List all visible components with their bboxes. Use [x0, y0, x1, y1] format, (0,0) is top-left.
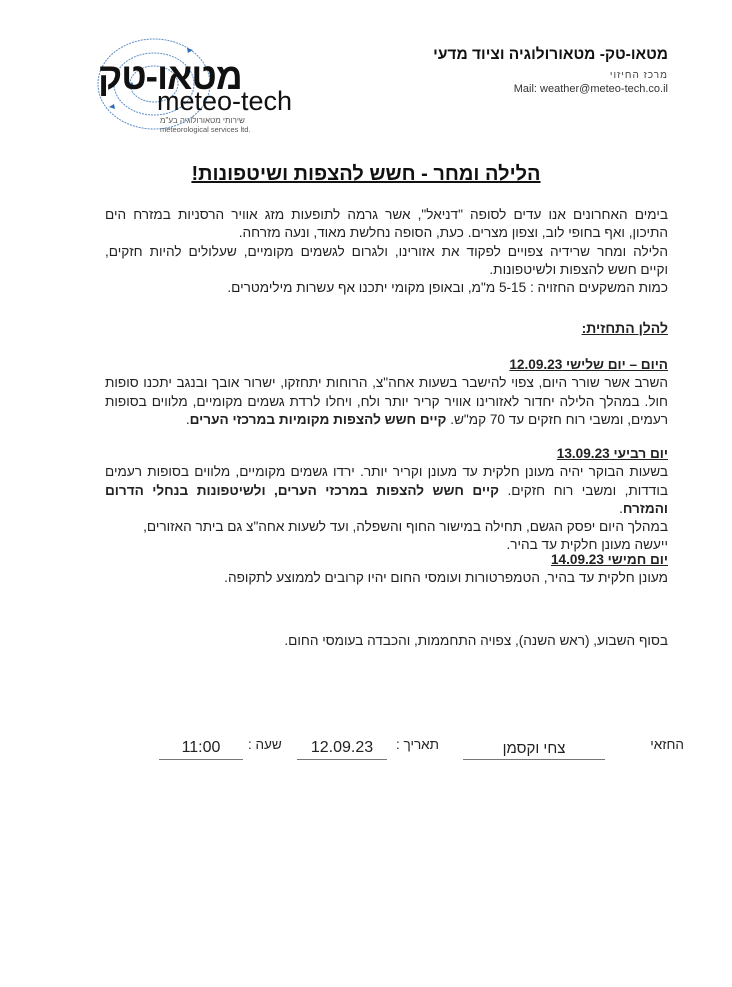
- weekend-note: בסוף השבוע, (ראש השנה), צפויה התחממות, והכבדה בעומסי החום.: [284, 633, 668, 648]
- date-value: 12.09.23: [297, 739, 387, 760]
- line-text: בודדות, ומשבי רוח חזקים.: [499, 482, 669, 498]
- forecast-line: השרב אשר שורר היום, צפוי להישבר בשעות אחה"צ, הרוחות יתחזקו, ישרור אובך ובנגב יתכנו סופות: [105, 375, 668, 391]
- forecast-line: [105, 411, 668, 429]
- line-text: רעמים, ומשבי רוח חזקים עד 70 קמ"ש.: [446, 411, 668, 427]
- forecast-day-1: [105, 356, 668, 429]
- warning-text: קיים חשש להצפות מקומיות במרכזי הערים: [189, 411, 447, 427]
- warning-text: קיים חשש להצפות במרכזי הערים, ולשיטפונות בנחלי הדרום והמזרח: [105, 482, 668, 516]
- forecast-line: בשעות הבוקר יהיה מעונן חלקית עד מעונן וקריר יותר. ירדו גשמים מקומיים, מלווים בסופות רעמים: [105, 464, 668, 480]
- company-title: מטאו-טק- מטאורולוגיה וציוד מדעי: [433, 46, 668, 63]
- department: מרכז החיזוי: [609, 70, 668, 81]
- forecast-heading: להלן התחזית:: [581, 320, 668, 336]
- time-label: שעה :: [248, 737, 282, 752]
- company-logo: [92, 34, 332, 134]
- time-value: 11:00: [159, 739, 243, 760]
- forecast-line: חול. במהלך הלילה יחדור לאזורינו אוויר קריר יותר ולח, ויחלו לרדת גשמים מקומיים, מלווים בסופות: [105, 393, 668, 409]
- logo-sub-english: meteorological services ltd.: [160, 125, 251, 134]
- forecast-line: [105, 482, 668, 519]
- forecast-line: במהלך היום יפסק הגשם, תחילה במישור החוף והשפלה, ועד לשעות אחה"צ גם ביתר האזורים,: [143, 519, 668, 535]
- intro-line: התיכון, ואף בחופי לוב, וצפון מצרים. כעת, הסופה נחלשת מאוד, ונעה מזרחה.: [238, 225, 668, 241]
- intro-line: כמות המשקעים החזויה : 5-15 מ"מ, ובאופן מקומי יתכנו אף עשרות מילימטרים.: [227, 280, 668, 296]
- letterhead: [433, 46, 668, 95]
- forecaster-label: החזאי: [650, 737, 684, 752]
- page-title: הלילה ומחר - חשש להצפות ושיטפונות!: [191, 163, 541, 185]
- logo-hebrew: מטאו-טק: [98, 56, 242, 97]
- date-label: תאריך :: [396, 737, 439, 752]
- logo-english: meteo-tech: [157, 86, 293, 116]
- intro-line: הלילה ומחר שרידיה צפויים לפקוד את אזורינו, ולגרום לגשמים מקומיים, שעלולים להיות חזקים,: [105, 243, 668, 259]
- forecast-day-2: [105, 445, 668, 555]
- line-end: .: [619, 500, 623, 516]
- forecast-day-3: [105, 551, 668, 588]
- forecast-line: מעונן חלקית עד בהיר, הטמפרטורות ועומסי החום יהיו קרובים לממוצע לתקופה.: [224, 570, 668, 586]
- intro-line: וקיים חשש להצפות ולשיטפונות.: [489, 261, 668, 277]
- forecaster-name: צחי וקסמן: [463, 740, 605, 760]
- day-heading: יום רביעי 13.09.23: [556, 446, 668, 461]
- logo-sub-hebrew: שירותי מטאורולוגיה בע"מ: [160, 116, 245, 125]
- forecast-line: ייעשה מעונן חלקית עד בהיר.: [506, 537, 668, 553]
- day-heading: יום חמישי 14.09.23: [550, 552, 668, 567]
- email: Mail: weather@meteo-tech.co.il: [513, 83, 668, 95]
- line-end: .: [185, 411, 190, 427]
- intro-line: בימים האחרונים אנו עדים לסופה "דניאל", אשר גרמה לתופעות מזג אוויר הרסניות במזרח הים: [105, 207, 668, 222]
- day-heading: היום – יום שלישי 12.09.23: [509, 357, 668, 372]
- intro-paragraph: [105, 206, 668, 297]
